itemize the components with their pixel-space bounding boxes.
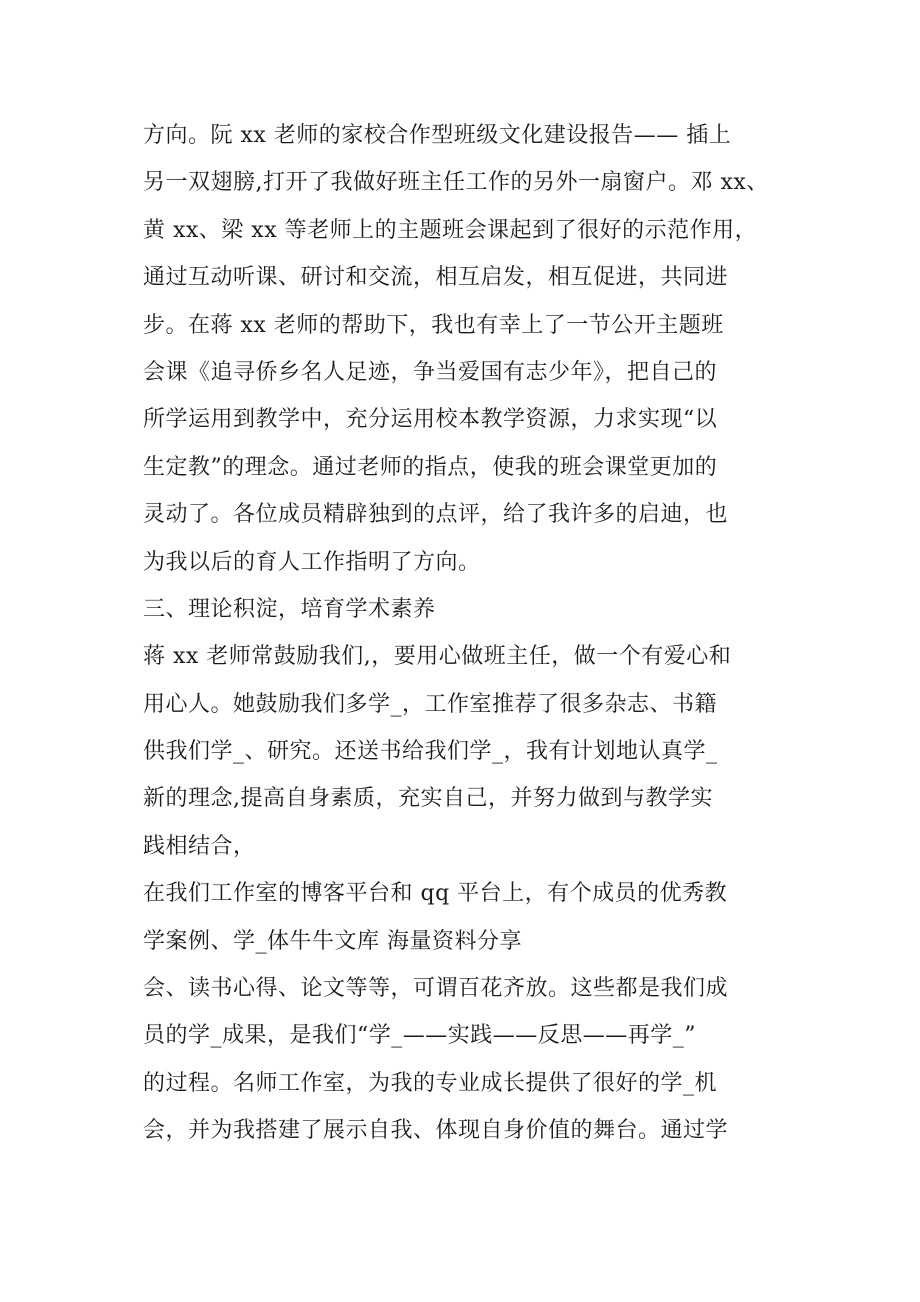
text-line: 在我们工作室的博客平台和 qq 平台上，有个成员的优秀教	[143, 881, 728, 907]
text-line: 践相结合，	[143, 833, 256, 859]
text-line: 会、读书心得、论文等等，可谓百花齐放。这些都是我们成	[143, 976, 729, 1002]
text-line: 的过程。名师工作室，为我的专业成长提供了很好的学_机	[143, 1070, 718, 1096]
document-body	[143, 112, 803, 1155]
text-line: 方向。阮 xx 老师的家校合作型班级文化建设报告—— 插上	[143, 123, 732, 148]
text-line: 通过互动听课、研讨和交流，相互启发，相互促进，共同进	[143, 265, 729, 291]
text-line: 黄 xx、梁 xx 等老师上的主题班会课起到了很好的示范作用，	[143, 217, 758, 243]
text-line: 所学运用到教学中，充分运用校本教学资源，力求实现“以	[143, 407, 718, 433]
text-line: 灵动了。各位成员精辟独到的点评，给了我许多的启迪，也	[143, 502, 729, 528]
text-line: 员的学_成果，是我们“学_——实践——反思——再学_”	[143, 1023, 696, 1049]
text-line: 会，并为我搭建了展示自我、体现自身价值的舞台。通过学	[143, 1118, 729, 1144]
text-line: 蒋 xx 老师常鼓励我们,，要用心做班主任，做一个有爱心和	[143, 644, 732, 670]
text-line: 另一双翅膀,打开了我做好班主任工作的另外一扇窗户。邓 xx、	[143, 170, 769, 196]
text-line: 学案例、学_体牛牛文库 海量资料分享	[143, 928, 522, 954]
text-line: 用心人。她鼓励我们多学_，工作室推荐了很多杂志、书籍	[143, 691, 718, 717]
text-line: 步。在蒋 xx 老师的帮助下，我也有幸上了一节公开主题班	[143, 312, 724, 338]
text-line: 供我们学_、研究。还送书给我们学_，我有计划地认真学_	[143, 739, 718, 765]
text-line: 新的理念,提高自身素质，充实自己，并努力做到与教学实	[143, 786, 713, 812]
section-heading: 三、理论积淀，培育学术素养	[143, 596, 436, 622]
text-line: 生定教”的理念。通过老师的指点，使我的班会课堂更加的	[143, 454, 718, 480]
text-line: 会课《追寻侨乡名人足迹，争当爱国有志少年》，把自己的	[143, 359, 718, 385]
text-line: 为我以后的育人工作指明了方向。	[143, 549, 481, 575]
